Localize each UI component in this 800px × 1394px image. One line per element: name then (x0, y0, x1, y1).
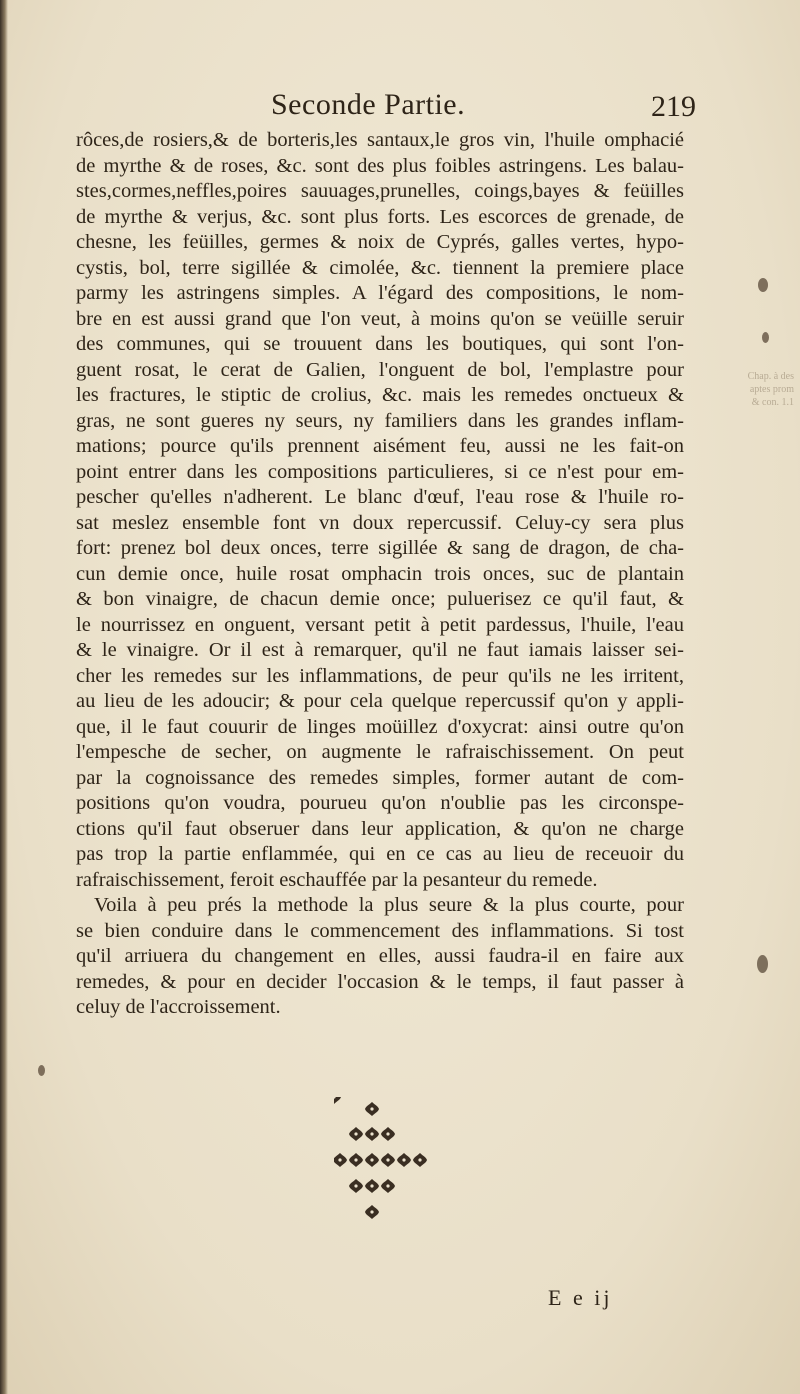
signature-mark: E e ij (548, 1285, 613, 1310)
text-line: cystis, bol, terre sigillée & cimolée, &c. tiennent la premiere place (76, 256, 684, 279)
text-line: cher les remedes sur les inflammations, de peur qu'ils ne les irritent, (76, 664, 684, 687)
body-text (76, 128, 684, 1021)
ink-spot (758, 278, 768, 292)
text-line: mations; pource qu'ils prennent aisément feu, aussi ne les fait-on (76, 435, 684, 457)
text-line: remedes, & pour en decider l'occasion & le temps, il faut passer à (76, 970, 684, 993)
ink-spot (762, 332, 769, 343)
text-line: au lieu de les adoucir; & pour cela quelque repercussif qu'on y appli- (76, 690, 684, 712)
text-line: Voila à peu prés la methode la plus seure & la plus courte, pour (94, 894, 684, 916)
text-line: se bien conduire dans le commencement des inflammations. Si tost (76, 919, 684, 942)
page-header (76, 88, 696, 128)
text-line: guent rosat, le cerat de Galien, l'onguent de bol, l'emplastre pour (76, 358, 684, 381)
text-line: rôces,de rosiers,& de borteris,les santaux,le gros vin, l'huile omphacié (76, 129, 684, 151)
text-line: pescher qu'elles n'adherent. Le blanc d'œuf, l'eau rose & l'huile ro- (76, 486, 684, 508)
text-line: le nourrissez en onguent, versant petit à petit pardessus, l'huile, l'eau (76, 613, 684, 636)
text-line: gras, ne sont gueres ny seurs, ny familiers dans les grandes inflam- (76, 409, 684, 432)
text-line: de myrthe & de roses, &c. sont des plus foibles astringens. Les balau- (76, 154, 684, 177)
text-line: des communes, qui se trouuent dans les boutiques, qui sont l'on- (76, 333, 684, 355)
show-through-marks: Chap. à des aptes prom & con. 1.1 (747, 371, 794, 408)
text-line: point entrer dans les compositions particulieres, si ce n'est pour em- (76, 460, 684, 483)
text-line: bre en est aussi grand que l'on veut, à moins qu'on se veüille seruir (76, 307, 684, 330)
binding-edge (0, 0, 8, 1394)
text-line: chesne, les feüilles, germes & noix de Cyprés, galles vertes, hypo- (76, 231, 684, 253)
text-line: sat meslez ensemble font vn doux repercussif. Celuy-cy sera plus (76, 511, 684, 534)
ink-spot (757, 955, 768, 973)
fleuron-ornament (334, 1097, 434, 1227)
text-line: & le vinaigre. Or il est à remarquer, qu'il ne faut iamais laisser sei- (76, 639, 684, 661)
text-line: & bon vinaigre, de chacun demie once; puluerisez ce qu'il faut, & (76, 588, 684, 610)
text-line: l'empesche de secher, on augmente le rafraischissement. On peut (76, 741, 684, 763)
text-line: pas trop la partie enflammée, qui en ce cas au lieu de receuoir du (76, 843, 684, 865)
text-line: que, il le faut couurir de linges moüillez d'oxycrat: ainsi outre qu'on (76, 715, 684, 738)
page-number: 219 (651, 90, 696, 123)
text-line: les fractures, le stiptic de crolius, &c. mais les remedes onctueux & (76, 384, 684, 406)
text-line: celuy de l'accroissement. (76, 996, 281, 1018)
text-line: stes,cormes,neffles,poires sauuages,prunelles, coings,bayes & feüilles (76, 180, 684, 202)
ink-spot (38, 1065, 45, 1076)
text-line: rafraischissement, feroit eschauffée par la pesanteur du remede. (76, 868, 598, 891)
text-line: parmy les astringens simples. A l'égard des compositions, le nom- (76, 282, 684, 304)
text-line: ctions qu'il faut obseruer dans leur application, & qu'on ne charge (76, 817, 684, 840)
text-line: par la cognoissance des remedes simples, former autant de com- (76, 766, 684, 789)
text-line: de myrthe & verjus, &c. sont plus forts. Les escorces de grenade, de (76, 205, 684, 228)
text-line: fort: prenez bol deux onces, terre sigillée & sang de dragon, de cha- (76, 537, 684, 559)
running-title: Seconde Partie. (271, 88, 466, 121)
text-line: qu'il arriuera du changement en elles, aussi faudra-il en faire aux (76, 945, 684, 967)
text-line: positions qu'on voudra, pourueu qu'on n'oublie pas les circonspe- (76, 792, 684, 814)
text-line: cun demie once, huile rosat omphacin trois onces, suc de plantain (76, 562, 684, 585)
